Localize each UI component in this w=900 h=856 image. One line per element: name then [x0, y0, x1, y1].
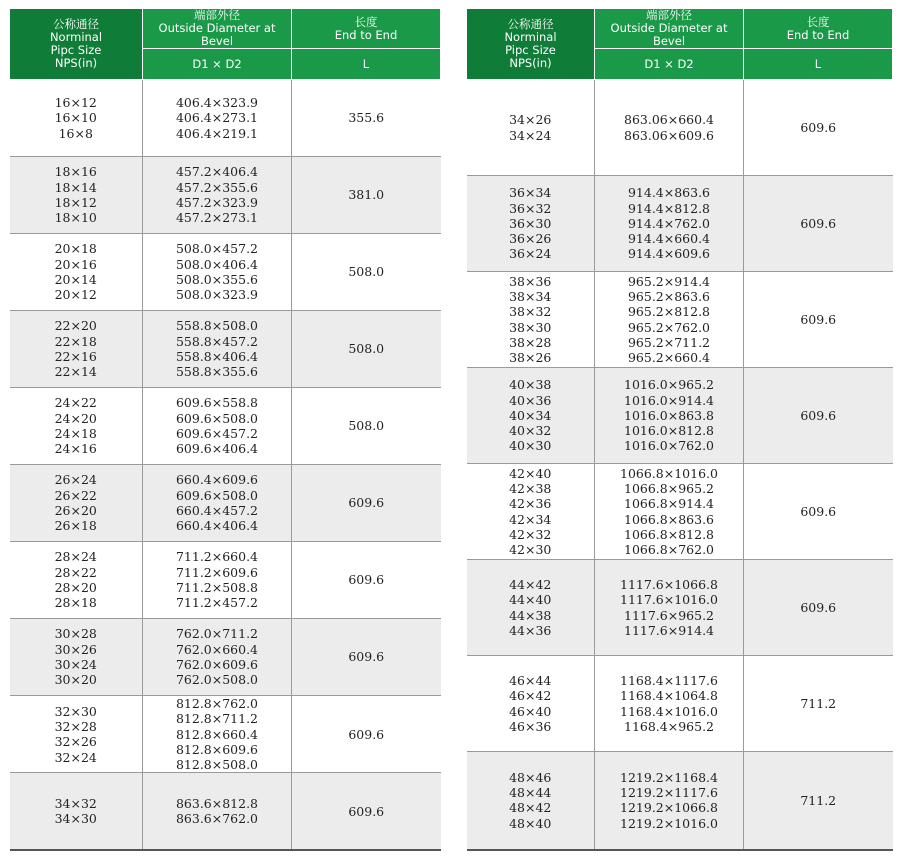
table-row: [467, 752, 893, 850]
table-row: [467, 464, 893, 560]
od-cell: [595, 560, 744, 656]
nps-cell-line: 22×16: [54, 349, 97, 364]
od-cell-line: 965.2×711.2: [627, 334, 711, 350]
nps-cell-line: 36×24: [509, 246, 552, 262]
nps-cell-line: 32×26: [54, 734, 97, 750]
nps-cell-line: 38×34: [509, 288, 552, 304]
nps-cell-line: 46×44: [509, 672, 552, 688]
od-cell-line: 457.2×355.6: [175, 179, 259, 195]
nps-cell: [10, 80, 143, 157]
table-row: [467, 656, 893, 752]
header-nps: [10, 9, 143, 80]
nps-cell-line: 36×34: [509, 185, 552, 201]
od-cell: [595, 176, 744, 272]
length-cell: 609.6: [744, 560, 893, 656]
length-cell: 609.6: [292, 696, 441, 773]
nps-cell-line: 34×32: [54, 795, 97, 811]
length-cell: 508.0: [292, 234, 441, 311]
nps-cell-line: 46×40: [509, 703, 552, 719]
od-cell: [595, 464, 744, 560]
nps-cell-line: 44×36: [509, 622, 552, 638]
nps-cell-line: 40×30: [509, 438, 552, 454]
od-cell: [143, 542, 292, 619]
length-cell: 508.0: [292, 388, 441, 465]
length-cell: 381.0: [292, 157, 441, 234]
table-row: [10, 465, 441, 542]
nps-cell: [10, 773, 143, 850]
left-dimension-table: [9, 8, 441, 851]
header-od-sub: D1 × D2: [595, 49, 744, 80]
nps-cell-line: 30×24: [54, 657, 97, 672]
nps-cell-line: 26×18: [54, 518, 97, 534]
od-cell-line: 762.0×508.0: [175, 672, 259, 688]
nps-cell: [467, 752, 595, 850]
nps-cell-line: 34×24: [509, 127, 552, 143]
nps-cell: [10, 542, 143, 619]
header-od-line: Outside Diameter at Bevel: [158, 21, 276, 48]
nps-cell-line: 44×42: [509, 576, 552, 592]
od-cell-line: 1066.8×1016.0: [620, 465, 718, 481]
nps-cell-line: 18×14: [54, 179, 97, 195]
od-cell-line: 1219.2×1168.4: [620, 769, 718, 785]
table-row: [467, 176, 893, 272]
header-length-line: End to End: [334, 27, 398, 42]
nps-cell: [10, 388, 143, 465]
nps-cell-line: 34×26: [509, 112, 552, 128]
table-row: [10, 234, 441, 311]
nps-cell-line: 20×16: [54, 256, 97, 272]
od-cell-line: 1168.4×965.2: [624, 718, 714, 734]
table-row: [10, 157, 441, 234]
nps-cell-line: 16×10: [54, 110, 97, 126]
od-cell-line: 1016.0×812.8: [624, 423, 714, 439]
od-cell-line: 1117.6×1016.0: [620, 592, 718, 608]
header-od-line: 端部外径: [646, 8, 692, 22]
nps-cell-line: 36×30: [509, 215, 552, 231]
nps-cell-line: 20×18: [54, 241, 97, 257]
header-length: [744, 9, 893, 49]
length-cell: 711.2: [744, 656, 893, 752]
table-row: [10, 388, 441, 465]
nps-cell-line: 22×20: [54, 318, 97, 334]
od-cell-line: 457.2×406.4: [175, 164, 259, 180]
nps-cell: [467, 656, 595, 752]
header-length-sub: L: [292, 49, 441, 80]
od-cell: [595, 80, 744, 176]
nps-cell-line: 20×12: [54, 287, 97, 303]
od-cell-line: 711.2×457.2: [175, 595, 259, 611]
od-cell-line: 508.0×406.4: [175, 256, 259, 272]
nps-cell-line: 40×34: [509, 407, 552, 423]
od-cell-line: 762.0×711.2: [175, 626, 259, 642]
table-row: [10, 311, 441, 388]
od-cell-line: 711.2×508.8: [175, 580, 259, 595]
od-cell-line: 609.6×406.4: [175, 441, 259, 457]
nps-cell-line: 46×36: [509, 718, 552, 734]
nps-cell-line: 30×28: [54, 626, 97, 642]
od-cell-line: 508.0×457.2: [175, 241, 259, 257]
nps-cell-line: 42×38: [509, 480, 552, 496]
nps-cell-line: 16×8: [58, 125, 93, 141]
header-nps-line: Norminal: [504, 30, 557, 44]
od-cell-line: 1219.2×1117.6: [620, 784, 718, 800]
table-row: [10, 773, 441, 850]
od-cell-line: 812.8×508.0: [175, 757, 259, 773]
od-cell-line: 660.4×406.4: [175, 518, 259, 534]
nps-cell-line: 42×30: [509, 542, 552, 558]
od-cell-line: 1117.6×1066.8: [620, 576, 718, 592]
header-nps: [467, 9, 595, 80]
nps-cell-line: 46×42: [509, 688, 552, 704]
od-cell-line: 1016.0×914.4: [624, 392, 714, 408]
length-cell: 609.6: [744, 368, 893, 464]
table-row: [10, 542, 441, 619]
right-dimension-table: [466, 8, 893, 851]
header-length-line: 长度: [354, 14, 378, 29]
header-length-line: 长度: [806, 14, 830, 29]
od-cell-line: 1066.8×863.6: [624, 511, 714, 527]
length-cell: 609.6: [744, 80, 893, 176]
od-cell-line: 812.8×762.0: [175, 696, 259, 711]
nps-cell: [10, 696, 143, 773]
od-cell-line: 558.8×508.0: [175, 318, 259, 334]
od-cell-line: 508.0×355.6: [175, 272, 259, 287]
table-row: [10, 80, 441, 157]
od-cell-line: 406.4×219.1: [175, 125, 259, 141]
od-cell-line: 762.0×609.6: [175, 657, 259, 672]
od-cell-line: 1016.0×762.0: [624, 438, 714, 454]
header-nps-line: Pipc Size: [50, 43, 102, 57]
od-cell: [143, 388, 292, 465]
nps-cell: [10, 465, 143, 542]
length-cell: 609.6: [744, 272, 893, 368]
nps-cell: [467, 176, 595, 272]
od-cell: [143, 773, 292, 850]
nps-cell-line: 26×20: [54, 503, 97, 518]
od-cell: [143, 619, 292, 696]
nps-cell-line: 28×22: [54, 564, 97, 580]
od-cell-line: 1066.8×812.8: [624, 526, 714, 542]
nps-cell-line: 24×22: [54, 395, 97, 411]
nps-cell-line: 38×26: [509, 350, 552, 366]
od-cell-line: 609.6×558.8: [175, 395, 259, 411]
nps-cell-line: 48×44: [509, 784, 552, 800]
table-row: [467, 272, 893, 368]
length-cell: 355.6: [292, 80, 441, 157]
right-table-body: [467, 80, 893, 850]
od-cell: [143, 80, 292, 157]
od-cell-line: 457.2×273.1: [175, 210, 259, 226]
nps-cell-line: 36×26: [509, 231, 552, 247]
od-cell-line: 609.6×457.2: [175, 426, 259, 441]
table-row: [10, 696, 441, 773]
od-cell: [143, 234, 292, 311]
nps-cell: [10, 619, 143, 696]
nps-cell-line: 24×20: [54, 410, 97, 426]
od-cell: [143, 311, 292, 388]
od-cell-line: 914.4×660.4: [627, 231, 711, 247]
nps-cell-line: 40×32: [509, 423, 552, 439]
od-cell-line: 609.6×508.0: [175, 487, 259, 503]
nps-cell-line: 42×36: [509, 496, 552, 512]
nps-cell-line: 38×36: [509, 273, 552, 289]
nps-cell-line: 28×24: [54, 549, 97, 565]
nps-cell-line: 42×32: [509, 526, 552, 542]
od-cell-line: 508.0×323.9: [175, 287, 259, 303]
nps-cell-line: 44×40: [509, 592, 552, 608]
nps-cell: [10, 157, 143, 234]
nps-cell-line: 38×32: [509, 304, 552, 320]
table-row: [10, 619, 441, 696]
od-cell-line: 457.2×323.9: [175, 195, 259, 210]
od-cell-line: 812.8×660.4: [175, 726, 259, 742]
od-cell-line: 1016.0×965.2: [624, 377, 714, 393]
od-cell-line: 863.6×762.0: [175, 811, 259, 827]
header-nps-line: Pipc Size: [505, 43, 556, 57]
header-length-sub: L: [744, 49, 893, 80]
header-length: [292, 9, 441, 49]
nps-cell-line: 48×42: [509, 800, 552, 816]
nps-cell-line: 22×18: [54, 333, 97, 349]
od-cell-line: 406.4×273.1: [175, 110, 259, 126]
od-cell-line: 1168.4×1016.0: [620, 703, 718, 719]
od-cell-line: 1168.4×1064.8: [620, 688, 718, 704]
od-cell-line: 1066.8×762.0: [624, 542, 714, 558]
od-cell-line: 812.8×609.6: [175, 741, 259, 757]
header-nps-line: NPS(in): [509, 56, 552, 70]
nps-cell-line: 22×14: [54, 364, 97, 380]
nps-cell-line: 32×30: [54, 703, 97, 719]
od-cell-line: 1219.2×1016.0: [620, 815, 718, 831]
header-nps-line: 公称通径: [507, 17, 554, 31]
od-cell-line: 965.2×863.6: [627, 288, 711, 304]
nps-cell-line: 18×10: [54, 210, 97, 226]
header-nps-line: 公称通径: [53, 17, 99, 31]
od-cell-line: 914.4×863.6: [627, 185, 711, 201]
length-cell: 609.6: [292, 465, 441, 542]
length-cell: 609.6: [292, 773, 441, 850]
nps-cell: [467, 560, 595, 656]
od-cell-line: 965.2×914.4: [627, 273, 711, 289]
header-od-line: 端部外径: [194, 8, 240, 22]
od-cell-line: 1117.6×965.2: [624, 607, 714, 623]
nps-cell-line: 18×12: [54, 195, 97, 210]
od-cell-line: 1219.2×1066.8: [620, 800, 718, 816]
nps-cell: [467, 368, 595, 464]
nps-cell-line: 32×24: [54, 749, 97, 765]
od-cell-line: 1117.6×914.4: [624, 622, 714, 638]
nps-cell-line: 24×18: [54, 426, 97, 441]
od-cell: [143, 157, 292, 234]
length-cell: 609.6: [744, 464, 893, 560]
od-cell-line: 914.4×762.0: [627, 215, 711, 231]
nps-cell-line: 42×34: [509, 511, 552, 527]
nps-cell-line: 42×40: [509, 465, 552, 481]
nps-cell-line: 28×18: [54, 595, 97, 611]
nps-cell-line: 38×28: [509, 334, 552, 350]
nps-cell: [10, 234, 143, 311]
nps-cell: [467, 464, 595, 560]
nps-cell-line: 44×38: [509, 607, 552, 623]
nps-cell: [10, 311, 143, 388]
od-cell-line: 1066.8×965.2: [624, 480, 714, 496]
length-cell: 609.6: [292, 542, 441, 619]
od-cell-line: 965.2×762.0: [627, 319, 711, 335]
nps-cell: [467, 80, 595, 176]
od-cell-line: 914.4×812.8: [627, 200, 711, 216]
nps-cell-line: 28×20: [54, 580, 97, 595]
table-row: [467, 80, 893, 176]
od-cell-line: 914.4×609.6: [627, 246, 711, 262]
od-cell-line: 1066.8×914.4: [624, 496, 714, 512]
length-cell: 609.6: [292, 619, 441, 696]
od-cell-line: 965.2×660.4: [627, 350, 711, 366]
nps-cell-line: 30×20: [54, 672, 97, 688]
header-od-line: Outside Diameter at Bevel: [610, 21, 728, 48]
header-nps-line: NPS(in): [54, 56, 98, 70]
od-cell: [595, 272, 744, 368]
od-cell: [595, 368, 744, 464]
header-od: [595, 9, 744, 49]
nps-cell-line: 16×12: [54, 95, 97, 111]
nps-cell-line: 38×30: [509, 319, 552, 335]
length-cell: 609.6: [744, 176, 893, 272]
nps-cell-line: 32×28: [54, 718, 97, 734]
od-cell-line: 660.4×609.6: [175, 472, 259, 488]
nps-cell: [467, 272, 595, 368]
od-cell-line: 812.8×711.2: [175, 711, 259, 727]
od-cell-line: 609.6×508.0: [175, 410, 259, 426]
od-cell-line: 762.0×660.4: [175, 641, 259, 657]
nps-cell-line: 20×14: [54, 272, 97, 287]
od-cell-line: 558.8×406.4: [175, 349, 259, 364]
od-cell-line: 660.4×457.2: [175, 503, 259, 518]
nps-cell-line: 18×16: [54, 164, 97, 180]
header-od: [143, 9, 292, 49]
length-cell: 711.2: [744, 752, 893, 850]
header-length-line: End to End: [786, 27, 850, 42]
length-cell: 508.0: [292, 311, 441, 388]
od-cell-line: 1168.4×1117.6: [620, 672, 718, 688]
header-nps-line: Norminal: [49, 30, 103, 44]
nps-cell-line: 26×24: [54, 472, 97, 488]
left-table-body: [10, 80, 441, 850]
nps-cell-line: 48×46: [509, 769, 552, 785]
od-cell-line: 558.8×355.6: [175, 364, 259, 380]
nps-cell-line: 36×32: [509, 200, 552, 216]
nps-cell-line: 40×36: [509, 392, 552, 408]
nps-cell-line: 30×26: [54, 641, 97, 657]
nps-cell-line: 26×22: [54, 487, 97, 503]
od-cell-line: 863.6×812.8: [175, 795, 259, 811]
od-cell: [595, 656, 744, 752]
od-cell-line: 558.8×457.2: [175, 333, 259, 349]
od-cell-line: 863.06×660.4: [624, 112, 714, 128]
nps-cell-line: 24×16: [54, 441, 97, 457]
od-cell-line: 406.4×323.9: [175, 95, 259, 111]
od-cell-line: 863.06×609.6: [624, 127, 714, 143]
header-od-sub: D1 × D2: [143, 49, 292, 80]
od-cell-line: 1016.0×863.8: [624, 407, 714, 423]
nps-cell-line: 40×38: [509, 377, 552, 393]
table-row: [467, 368, 893, 464]
od-cell-line: 711.2×609.6: [175, 564, 259, 580]
nps-cell-line: 48×40: [509, 815, 552, 831]
od-cell: [595, 752, 744, 850]
nps-cell-line: 34×30: [54, 811, 97, 827]
od-cell-line: 965.2×812.8: [627, 304, 711, 320]
od-cell: [143, 696, 292, 773]
od-cell: [143, 465, 292, 542]
table-row: [467, 560, 893, 656]
od-cell-line: 711.2×660.4: [175, 549, 259, 565]
